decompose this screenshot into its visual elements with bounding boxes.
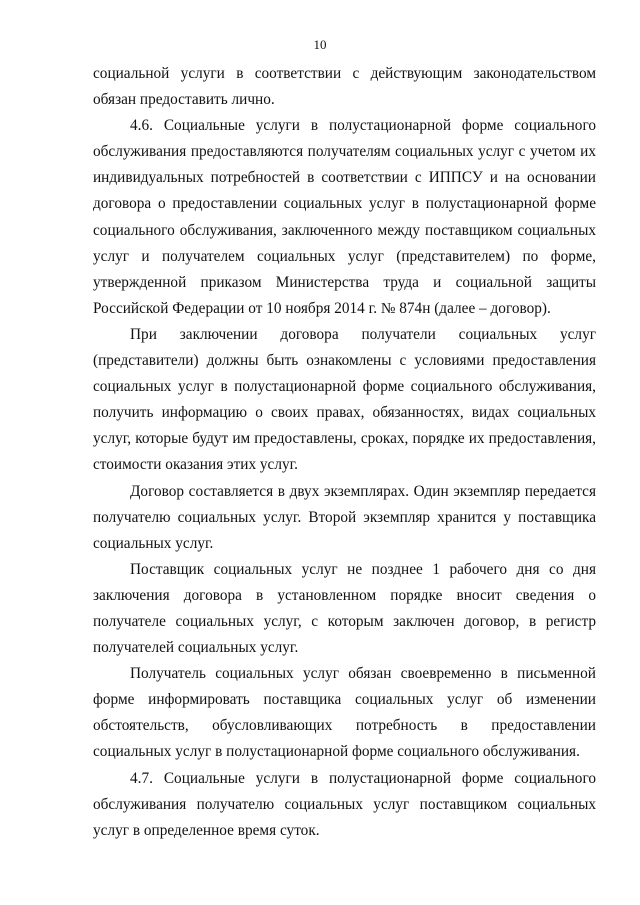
paragraph-contract-copies: Договор составляется в двух экземплярах. Один экземпляр передается получателю социальных услуг. Второй экземпляр хранится у поставщика социальных услуг. — [93, 482, 596, 552]
page-number: 10 — [313, 37, 327, 52]
paragraph-registry: Поставщик социальных услуг не позднее 1 рабочего дня со дня заключения договора в установленном порядке вносит сведения о получателе социальных услуг, с которым заключен договор, в регистр получателей социальных услуг. — [93, 560, 596, 657]
paragraph-recipient-obligation: Получатель социальных услуг обязан своевременно в письменной форме информировать поставщика социальных услуг об изменении обстоятельств, обусловливающих потребность в предоставлении социальных услуг в полустационарной форме социального обслуживания. — [93, 665, 596, 761]
paragraph-continuation: социальной услуги в соответствии с действующим законодательством обязан предоставить лично. — [93, 65, 596, 109]
paragraph-4-6: 4.6. Социальные услуги в полустационарной форме социального обслуживания предоставляются получателям социальных услуг с учетом их индивидуальных потребностей в соответствии с ИППСУ и на основании договора о предоставлении социальных услуг в полустационарной форме социального обслуживания, заключенного между поставщиком социальных услуг и получателем социальных услуг (представителем) по форме, утвержденной приказом Министерства труда и социальной защиты Российской Федерации от 10 ноября 2014 г. № 874н (далее – договор). — [93, 117, 596, 317]
paragraph-4-7: 4.7. Социальные услуги в полустационарной форме социального обслуживания получателю социальных услуг поставщиком социальных услуг в определенное время суток. — [93, 769, 596, 839]
document-body — [93, 61, 596, 844]
paragraph-contract-conclusion: При заключении договора получатели социальных услуг (представители) должны быть ознакомлены с условиями предоставления социальных услуг в полустационарной форме социального обслуживания, получить информацию о своих правах, обязанностях, видах социальных услуг, которые будут им предоставлены, сроках, порядке их предоставления, стоимости оказания этих услуг. — [93, 325, 596, 474]
